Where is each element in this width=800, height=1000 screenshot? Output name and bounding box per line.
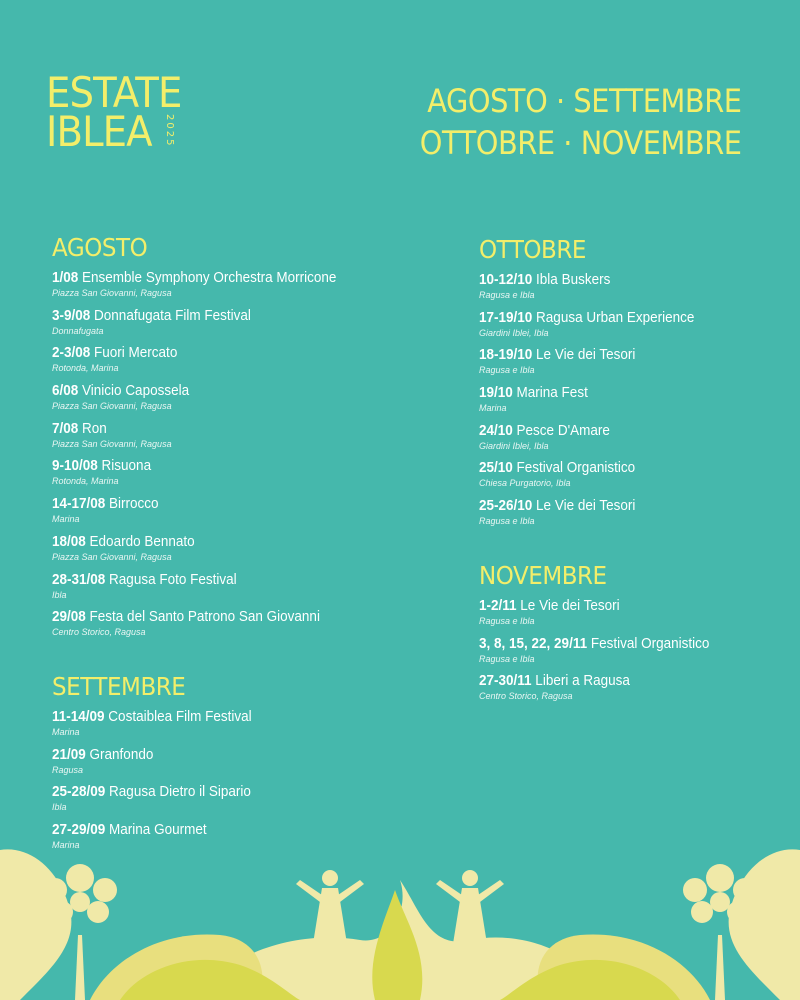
month-title-settembre: SETTEMBRE	[52, 671, 186, 701]
event-line	[52, 821, 394, 839]
event-item	[52, 783, 432, 821]
event-date: 1-2/11	[479, 596, 517, 614]
event-place: Centro Storico, Ragusa	[52, 627, 146, 638]
event-place: Ibla	[52, 802, 67, 813]
event-item	[479, 459, 779, 497]
events-agosto	[52, 269, 432, 646]
header-line-2: OTTOBRE · NOVEMBRE	[420, 124, 742, 162]
event-place: Giardini Iblei, Ibla	[479, 327, 549, 338]
column-right	[479, 235, 779, 710]
event-item	[479, 271, 779, 309]
event-place: Centro Storico, Ragusa	[479, 691, 573, 702]
header-line-1: AGOSTO · SETTEMBRE	[427, 82, 742, 120]
event-date: 6/08	[52, 382, 79, 400]
event-item	[479, 635, 779, 673]
event-line	[479, 309, 749, 327]
event-line	[479, 635, 749, 653]
event-place: Ragusa e Ibla	[479, 615, 535, 626]
event-line	[52, 382, 394, 400]
event-line	[479, 271, 749, 289]
event-item	[52, 746, 432, 784]
event-place: Piazza San Giovanni, Ragusa	[52, 401, 172, 412]
event-place: Ragusa e Ibla	[479, 653, 535, 664]
event-name: Marina Fest	[516, 384, 588, 402]
event-name: Pesce D'Amare	[516, 421, 610, 439]
event-date: 19/10	[479, 384, 513, 402]
event-line	[479, 422, 749, 440]
event-date: 28-31/08	[52, 570, 106, 588]
event-item	[52, 382, 432, 420]
event-name: Le Vie dei Tesori	[520, 596, 620, 614]
event-item	[52, 533, 432, 571]
event-place: Chiesa Purgatorio, Ibla	[479, 478, 571, 489]
event-item	[52, 344, 432, 382]
event-item	[479, 346, 779, 384]
decor-swirl-left	[0, 849, 71, 1000]
event-name: Ragusa Foto Festival	[109, 570, 237, 588]
event-name: Vinicio Capossela	[82, 382, 190, 400]
event-date: 25/10	[479, 459, 513, 477]
event-line	[52, 344, 394, 362]
month-title-novembre: NOVEMBRE	[479, 560, 607, 590]
event-item	[52, 495, 432, 533]
event-line	[479, 672, 749, 690]
event-date: 17-19/10	[479, 308, 533, 326]
logo-year: 2025	[164, 114, 175, 148]
event-name: Ragusa Urban Experience	[536, 308, 695, 326]
event-name: Festival Organistico	[590, 634, 710, 652]
event-item	[52, 420, 432, 458]
event-item	[479, 672, 779, 710]
event-line	[479, 597, 749, 615]
event-item	[479, 384, 779, 422]
event-name: Costaiblea Film Festival	[108, 707, 252, 725]
events-ottobre	[479, 271, 779, 535]
event-line	[52, 533, 394, 551]
event-date: 18/08	[52, 532, 86, 550]
event-item	[52, 457, 432, 495]
event-line	[52, 495, 394, 513]
event-place: Ragusa e Ibla	[479, 516, 535, 527]
event-date: 25-26/10	[479, 497, 533, 515]
event-line	[479, 384, 749, 402]
event-place: Ragusa e Ibla	[479, 290, 535, 300]
event-place: Marina	[52, 726, 80, 737]
event-place: Ibla	[52, 589, 67, 600]
event-date: 14-17/08	[52, 495, 106, 513]
event-name: Marina Gourmet	[109, 820, 207, 838]
event-date: 29/08	[52, 608, 86, 626]
event-date: 18-19/10	[479, 346, 533, 364]
month-title-agosto: AGOSTO	[52, 233, 148, 262]
event-line	[52, 571, 394, 589]
events-novembre	[479, 597, 779, 710]
event-date: 24/10	[479, 421, 513, 439]
event-line	[52, 708, 394, 726]
event-name: Ibla Buskers	[536, 271, 611, 288]
event-item	[479, 422, 779, 460]
event-place: Marina	[479, 403, 507, 414]
event-name: Le Vie dei Tesori	[536, 497, 636, 515]
event-date: 25-28/09	[52, 783, 106, 801]
event-name: Festa del Santo Patrono San Giovanni	[89, 608, 320, 626]
event-name: Risuona	[101, 457, 152, 475]
event-place: Rotonda, Marina	[52, 476, 119, 487]
event-line	[52, 269, 394, 287]
event-line	[52, 307, 394, 325]
event-name: Festival Organistico	[516, 459, 636, 477]
event-date: 27-30/11	[479, 672, 532, 690]
event-date: 1/08	[52, 269, 79, 286]
event-line	[479, 459, 749, 477]
event-name: Granfondo	[89, 745, 154, 763]
decor-swirl-right	[729, 849, 800, 1000]
event-item	[52, 269, 432, 307]
logo-line-estate: ESTATE	[46, 68, 182, 117]
event-place: Giardini Iblei, Ibla	[479, 440, 549, 451]
event-line	[479, 497, 749, 515]
event-date: 9-10/08	[52, 457, 98, 475]
event-date: 3-9/08	[52, 306, 91, 324]
event-place: Ragusa e Ibla	[479, 365, 535, 376]
event-line	[479, 346, 749, 364]
event-name: Liberi a Ragusa	[535, 672, 630, 690]
event-line	[52, 783, 394, 801]
event-name: Ron	[82, 419, 107, 437]
event-name: Edoardo Bennato	[89, 532, 195, 550]
event-item	[479, 597, 779, 635]
event-line	[52, 608, 394, 626]
event-date: 3, 8, 15, 22, 29/11	[479, 634, 588, 652]
event-place: Ragusa	[52, 764, 84, 775]
event-name: Ensemble Symphony Orchestra Morricone	[82, 269, 337, 286]
column-left	[52, 233, 432, 859]
month-title-ottobre: OTTOBRE	[479, 235, 586, 264]
event-date: 21/09	[52, 745, 86, 763]
events-settembre	[52, 708, 432, 859]
event-place: Piazza San Giovanni, Ragusa	[52, 438, 172, 449]
event-place: Marina	[52, 514, 80, 525]
event-item	[479, 497, 779, 535]
header-months	[384, 80, 742, 164]
event-place: Donnafugata	[52, 325, 104, 336]
event-date: 2-3/08	[52, 344, 91, 362]
event-name: Birrocco	[109, 495, 159, 513]
event-item	[479, 309, 779, 347]
logo-line-iblea: IBLEA	[46, 106, 152, 156]
event-name: Donnafugata Film Festival	[94, 306, 251, 324]
event-item	[52, 608, 432, 646]
event-item	[52, 307, 432, 345]
event-place: Marina	[52, 839, 80, 850]
event-date: 10-12/10	[479, 271, 533, 288]
event-name: Ragusa Dietro il Sipario	[109, 783, 251, 801]
event-line	[52, 746, 394, 764]
event-name: Fuori Mercato	[94, 344, 178, 362]
event-item	[52, 571, 432, 609]
event-place: Rotonda, Marina	[52, 363, 119, 374]
event-place: Piazza San Giovanni, Ragusa	[52, 551, 172, 562]
decorative-illustration	[0, 840, 800, 1000]
event-date: 11-14/09	[52, 707, 105, 725]
event-line	[52, 420, 394, 438]
event-item	[52, 708, 432, 746]
event-date: 7/08	[52, 419, 79, 437]
event-line	[52, 457, 394, 475]
event-place: Piazza San Giovanni, Ragusa	[52, 288, 172, 298]
event-name: Le Vie dei Tesori	[536, 346, 636, 364]
event-date: 27-29/09	[52, 820, 106, 838]
